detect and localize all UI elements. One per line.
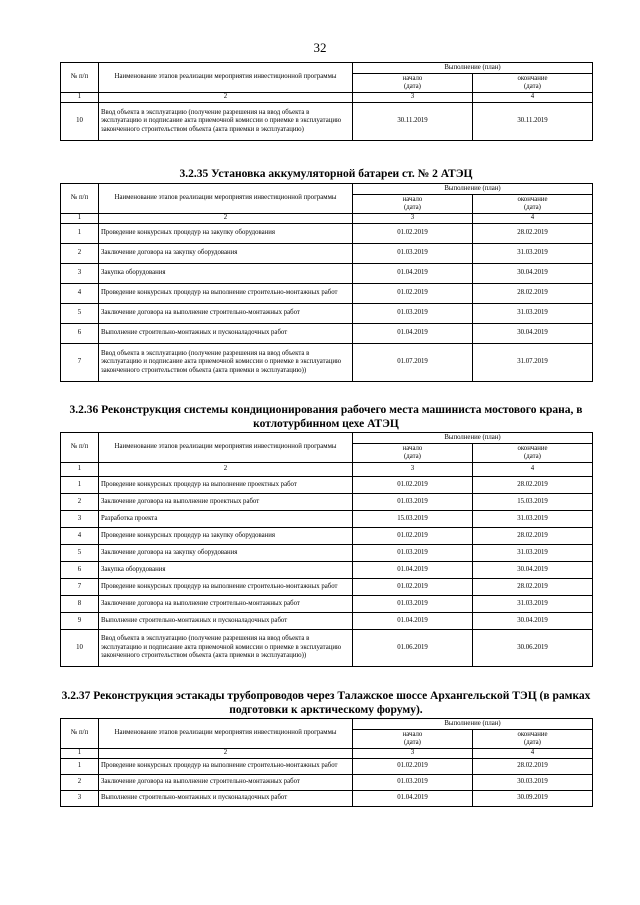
table-row	[61, 791, 593, 807]
row-number: 1	[61, 224, 99, 244]
row-end-date: 30.04.2019	[473, 264, 593, 284]
row-stage-name: Ввод объекта в эксплуатацию (получение разрешения на ввод объекта в эксплуатацию и подписание акта приемочной комиссии о приемке в эксплуатацию законченного строительством объекта (акта приемки в эксплуатацию))	[99, 344, 353, 382]
table-row	[61, 477, 593, 494]
row-stage-name: Закупка оборудования	[99, 264, 353, 284]
row-start-date: 01.02.2019	[353, 224, 473, 244]
header-start-date: начало (дата)	[353, 74, 473, 93]
row-end-date: 31.03.2019	[473, 596, 593, 613]
header-end-date: окончание (дата)	[473, 730, 593, 749]
header-execution: Выполнение (план)	[353, 63, 593, 74]
header-index-1: 1	[61, 93, 99, 103]
table-3-2-35	[60, 183, 593, 382]
header-index-3: 3	[353, 463, 473, 477]
header-index-1: 1	[61, 463, 99, 477]
row-stage-name: Ввод объекта в эксплуатацию (получение разрешения на ввод объекта в эксплуатацию и подписание акта приемочной комиссии о приемке в эксплуатацию законченного строительством объекта (акта приемки в эксплуатацию))	[99, 630, 353, 667]
row-number: 9	[61, 613, 99, 630]
row-number: 7	[61, 579, 99, 596]
row-number: 2	[61, 494, 99, 511]
header-num: № п/п	[61, 184, 99, 214]
row-stage-name: Выполнение строительно-монтажных и пусконаладочных работ	[99, 791, 353, 807]
row-start-date: 01.03.2019	[353, 596, 473, 613]
row-start-date: 01.07.2019	[353, 344, 473, 382]
section-title-3-2-36: 3.2.36 Реконструкция системы кондиционирования рабочего места машиниста мостового крана, в котлотурбинном цехе АТЭЦ	[69, 404, 583, 430]
row-stage-name: Заключение договора на выполнение проектных работ	[99, 494, 353, 511]
row-number: 5	[61, 545, 99, 562]
row-start-date: 01.02.2019	[353, 528, 473, 545]
row-number: 4	[61, 528, 99, 545]
header-index-4: 4	[473, 749, 593, 759]
header-index-3: 3	[353, 214, 473, 224]
header-start-date: начало (дата)	[353, 730, 473, 749]
row-stage-name: Проведение конкурсных процедур на выполнение строительно-монтажных работ	[99, 759, 353, 775]
row-start-date: 01.04.2019	[353, 562, 473, 579]
row-stage-name: Заключение договора на выполнение строительно-монтажных работ	[99, 304, 353, 324]
header-index-1: 1	[61, 214, 99, 224]
header-execution: Выполнение (план)	[353, 184, 593, 195]
row-end-date: 30.04.2019	[473, 613, 593, 630]
header-index-4: 4	[473, 93, 593, 103]
section-title-3-2-35: 3.2.35 Установка аккумуляторной батареи ст. № 2 АТЭЦ	[179, 168, 473, 180]
row-end-date: 28.02.2019	[473, 528, 593, 545]
header-index-2: 2	[99, 214, 353, 224]
table-row	[61, 775, 593, 791]
header-index-3: 3	[353, 749, 473, 759]
header-start-date: начало (дата)	[353, 444, 473, 463]
row-stage-name: Ввод объекта в эксплуатацию (получение разрешения на ввод объекта в эксплуатацию и подписание акта приемочной комиссии о приемке в эксплуатацию законченного строительством объекта (акта приемки в эксплуатацию)	[99, 103, 353, 141]
table-row	[61, 304, 593, 324]
row-start-date: 01.04.2019	[353, 791, 473, 807]
row-number: 10	[61, 103, 99, 141]
row-stage-name: Проведение конкурсных процедур на выполнение строительно-монтажных работ	[99, 579, 353, 596]
header-index-2: 2	[99, 93, 353, 103]
table-row	[61, 630, 593, 667]
row-number: 1	[61, 477, 99, 494]
page-number: 32	[313, 40, 327, 55]
row-start-date: 01.03.2019	[353, 494, 473, 511]
header-start-date: начало (дата)	[353, 195, 473, 214]
table-row	[61, 324, 593, 344]
row-start-date: 01.04.2019	[353, 324, 473, 344]
row-start-date: 01.04.2019	[353, 264, 473, 284]
table-row	[61, 613, 593, 630]
header-num: № п/п	[61, 63, 99, 93]
header-end-date: окончание (дата)	[473, 195, 593, 214]
row-end-date: 31.03.2019	[473, 304, 593, 324]
row-stage-name: Заключение договора на закупку оборудования	[99, 545, 353, 562]
table-row	[61, 103, 593, 141]
row-stage-name: Разработка проекта	[99, 511, 353, 528]
row-stage-name: Проведение конкурсных процедур на выполнение строительно-монтажных работ	[99, 284, 353, 304]
row-end-date: 31.03.2019	[473, 545, 593, 562]
row-number: 5	[61, 304, 99, 324]
header-index-3: 3	[353, 93, 473, 103]
row-stage-name: Заключение договора на выполнение строительно-монтажных работ	[99, 596, 353, 613]
header-name: Наименование этапов реализации мероприятия инвестиционной программы	[99, 184, 353, 214]
table-row	[61, 264, 593, 284]
row-stage-name: Выполнение строительно-монтажных и пусконаладочных работ	[99, 613, 353, 630]
table-row	[61, 579, 593, 596]
header-end-date: окончание (дата)	[473, 444, 593, 463]
row-number: 10	[61, 630, 99, 667]
row-end-date: 30.03.2019	[473, 775, 593, 791]
header-name: Наименование этапов реализации мероприятия инвестиционной программы	[99, 433, 353, 463]
row-end-date: 30.06.2019	[473, 630, 593, 667]
table-3-2-36	[60, 432, 593, 667]
table-stage-10	[60, 62, 593, 141]
section-title-3-2-37: 3.2.37 Реконструкция эстакады трубопроводов через Талажское шоссе Архангельской ТЭЦ (в рамках подготовки к арктическому форуму).	[61, 690, 591, 716]
row-end-date: 28.02.2019	[473, 579, 593, 596]
row-start-date: 01.03.2019	[353, 545, 473, 562]
row-end-date: 30.11.2019	[473, 103, 593, 141]
header-execution: Выполнение (план)	[353, 719, 593, 730]
row-start-date: 15.03.2019	[353, 511, 473, 528]
table-row	[61, 511, 593, 528]
row-start-date: 01.02.2019	[353, 284, 473, 304]
row-number: 3	[61, 264, 99, 284]
row-start-date: 01.04.2019	[353, 613, 473, 630]
table-row	[61, 528, 593, 545]
row-number: 3	[61, 791, 99, 807]
row-end-date: 30.09.2019	[473, 791, 593, 807]
row-end-date: 31.07.2019	[473, 344, 593, 382]
row-end-date: 28.02.2019	[473, 284, 593, 304]
row-number: 2	[61, 244, 99, 264]
row-number: 8	[61, 596, 99, 613]
row-start-date: 01.03.2019	[353, 304, 473, 324]
row-number: 1	[61, 759, 99, 775]
table-3-2-37	[60, 718, 593, 807]
row-stage-name: Заключение договора на закупку оборудования	[99, 244, 353, 264]
row-end-date: 28.02.2019	[473, 759, 593, 775]
table-row	[61, 494, 593, 511]
row-start-date: 30.11.2019	[353, 103, 473, 141]
header-index-4: 4	[473, 463, 593, 477]
table-row	[61, 562, 593, 579]
row-stage-name: Проведение конкурсных процедур на выполнение проектных работ	[99, 477, 353, 494]
header-num: № п/п	[61, 719, 99, 749]
row-start-date: 01.03.2019	[353, 775, 473, 791]
row-end-date: 31.03.2019	[473, 511, 593, 528]
row-start-date: 01.02.2019	[353, 477, 473, 494]
header-num: № п/п	[61, 433, 99, 463]
header-name: Наименование этапов реализации мероприятия инвестиционной программы	[99, 719, 353, 749]
row-end-date: 30.04.2019	[473, 324, 593, 344]
row-stage-name: Выполнение строительно-монтажных и пусконаладочных работ	[99, 324, 353, 344]
table-row	[61, 224, 593, 244]
row-stage-name: Заключение договора на выполнение строительно-монтажных работ	[99, 775, 353, 791]
row-number: 6	[61, 562, 99, 579]
row-end-date: 28.02.2019	[473, 477, 593, 494]
row-number: 6	[61, 324, 99, 344]
table-row	[61, 244, 593, 264]
row-stage-name: Проведение конкурсных процедур на закупку оборудования	[99, 224, 353, 244]
row-end-date: 31.03.2019	[473, 244, 593, 264]
row-stage-name: Закупка оборудования	[99, 562, 353, 579]
header-name: Наименование этапов реализации мероприятия инвестиционной программы	[99, 63, 353, 93]
table-row	[61, 284, 593, 304]
table-row	[61, 596, 593, 613]
row-stage-name: Проведение конкурсных процедур на закупку оборудования	[99, 528, 353, 545]
row-number: 7	[61, 344, 99, 382]
header-index-1: 1	[61, 749, 99, 759]
row-start-date: 01.02.2019	[353, 759, 473, 775]
table-row	[61, 344, 593, 382]
table-row	[61, 545, 593, 562]
header-index-2: 2	[99, 463, 353, 477]
row-number: 3	[61, 511, 99, 528]
row-start-date: 01.03.2019	[353, 244, 473, 264]
header-end-date: окончание (дата)	[473, 74, 593, 93]
header-execution: Выполнение (план)	[353, 433, 593, 444]
row-number: 4	[61, 284, 99, 304]
row-end-date: 30.04.2019	[473, 562, 593, 579]
row-end-date: 28.02.2019	[473, 224, 593, 244]
header-index-4: 4	[473, 214, 593, 224]
header-index-2: 2	[99, 749, 353, 759]
row-start-date: 01.06.2019	[353, 630, 473, 667]
table-row	[61, 759, 593, 775]
row-end-date: 15.03.2019	[473, 494, 593, 511]
row-start-date: 01.02.2019	[353, 579, 473, 596]
row-number: 2	[61, 775, 99, 791]
